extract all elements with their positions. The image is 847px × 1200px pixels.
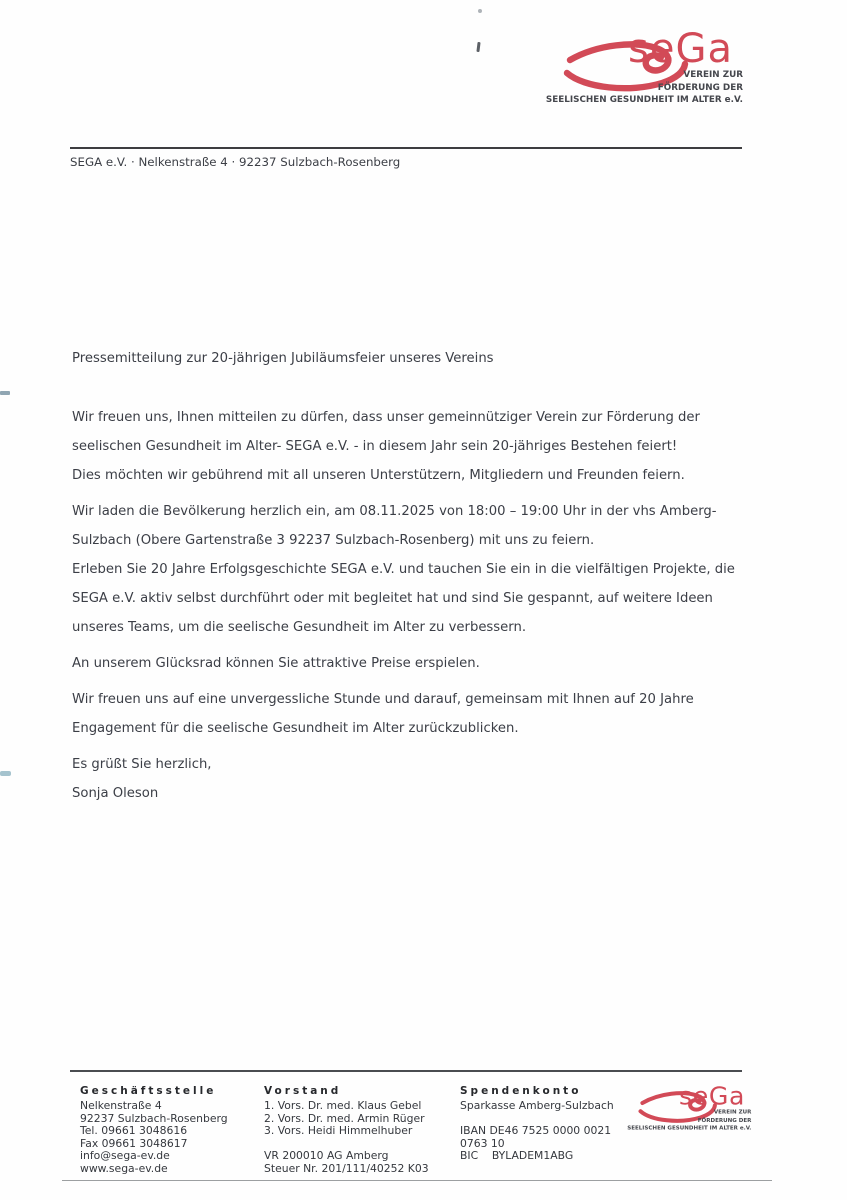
footer-line: IBAN DE46 7525 0000 0021	[460, 1124, 612, 1138]
signature-name: Sonja Oleson	[72, 786, 159, 801]
footer-line: Nelkenstraße 4	[80, 1099, 162, 1112]
paragraphs	[72, 403, 772, 743]
logo-brand-text: seGa	[628, 26, 733, 72]
tagline-line: FÖRDERUNG DER	[657, 82, 743, 93]
footer-line: Tel. 09661 3048616	[80, 1124, 188, 1138]
page-bottom-line	[62, 1180, 772, 1181]
paragraph	[72, 403, 772, 490]
footer-column	[460, 1085, 640, 1176]
sender-address-line: SEGA e.V. · Nelkenstraße 4 · 92237 Sulzbach-Rosenberg	[70, 155, 401, 169]
footer-line: 0763 10	[460, 1136, 505, 1150]
paragraph	[72, 685, 772, 743]
logo-tagline	[546, 69, 743, 107]
footer-line: www.sega-ev.de	[80, 1161, 168, 1175]
paragraph	[72, 497, 772, 642]
footer-column-title: Vorstand	[264, 1085, 342, 1097]
scan-fold-mark	[0, 771, 11, 776]
text-line: Erleben Sie 20 Jahre Erfolgsgeschichte SEGA e.V. und tauchen Sie ein in die vielfältigen Projekte, die	[72, 562, 735, 577]
footer-column-title: Spendenkonto	[460, 1085, 582, 1097]
closing-block	[72, 750, 772, 808]
letter-body	[72, 344, 772, 808]
footer-line: Sparkasse Amberg-Sulzbach	[460, 1099, 614, 1112]
footer-line: 3. Vors. Heidi Himmelhuber	[264, 1124, 413, 1138]
scan-artifact	[476, 42, 480, 52]
tagline-line: FÖRDERUNG DER	[697, 1117, 752, 1124]
footer-divider-line	[70, 1070, 742, 1072]
text-line: Wir freuen uns auf eine unvergessliche Stunde und darauf, gemeinsam mit Ihnen auf 20 Jahre	[72, 692, 694, 707]
scan-fold-mark	[0, 391, 10, 395]
footer-line: 1. Vors. Dr. med. Klaus Gebel	[264, 1099, 422, 1112]
footer-line: Steuer Nr. 201/111/40252 K03	[264, 1161, 429, 1175]
tagline-line: VEREIN ZUR	[713, 1109, 752, 1116]
text-line: Sulzbach (Obere Gartenstraße 3 92237 Sulzbach-Rosenberg) mit uns zu feiern.	[72, 533, 595, 548]
tagline-line: SEELISCHEN GESUNDHEIT IM ALTER e.V.	[627, 1125, 752, 1132]
sega-logo-footer	[627, 1081, 752, 1135]
footer-line: BIC BYLADEM1ABG	[460, 1149, 574, 1163]
footer-column	[264, 1085, 460, 1176]
tagline-line: VEREIN ZUR	[683, 70, 743, 80]
footer-line: 2. Vors. Dr. med. Armin Rüger	[264, 1111, 425, 1125]
logo-brand-text: seGa	[678, 1081, 746, 1111]
text-line: Wir laden die Bevölkerung herzlich ein, am 08.11.2025 von 18:00 – 19:00 Uhr in der vhs Amberg-	[72, 504, 717, 519]
footer-column	[80, 1085, 264, 1176]
text-line: Wir freuen uns, Ihnen mitteilen zu dürfen, dass unser gemeinnütziger Verein zur Förderung der	[72, 410, 700, 425]
footer-line: 92237 Sulzbach-Rosenberg	[80, 1111, 228, 1125]
paragraph	[72, 649, 772, 678]
text-line: SEGA e.V. aktiv selbst durchführt oder mit begleitet hat und sind Sie gespannt, auf weitere Ideen	[72, 591, 713, 606]
footer-line: VR 200010 AG Amberg	[264, 1149, 389, 1163]
footer-columns	[80, 1085, 640, 1176]
text-line: An unserem Glücksrad können Sie attraktive Preise erspielen.	[72, 656, 480, 671]
subject-line: Pressemitteilung zur 20-jährigen Jubiläumsfeier unseres Vereins	[72, 351, 494, 366]
footer-column-title: Geschäftsstelle	[80, 1085, 217, 1097]
scan-artifact	[478, 9, 482, 13]
text-line: Dies möchten wir gebührend mit all unseren Unterstützern, Mitgliedern und Freunden feiern.	[72, 468, 685, 483]
sega-logo-header	[545, 26, 743, 111]
footer-line: Fax 09661 3048617	[80, 1136, 188, 1150]
text-line: unseres Teams, um die seelische Gesundheit im Alter zu verbessern.	[72, 620, 527, 635]
text-line: seelischen Gesundheit im Alter- SEGA e.V. - in diesem Jahr sein 20-jähriges Bestehen feiert!	[72, 439, 678, 454]
text-line: Engagement für die seelische Gesundheit im Alter zurückzublicken.	[72, 721, 519, 736]
logo-tagline	[627, 1109, 751, 1133]
closing-salutation: Es grüßt Sie herzlich,	[72, 757, 212, 772]
tagline-line: SEELISCHEN GESUNDHEIT IM ALTER e.V.	[545, 95, 743, 106]
sender-divider-line	[70, 147, 742, 149]
footer-line: info@sega-ev.de	[80, 1149, 170, 1163]
